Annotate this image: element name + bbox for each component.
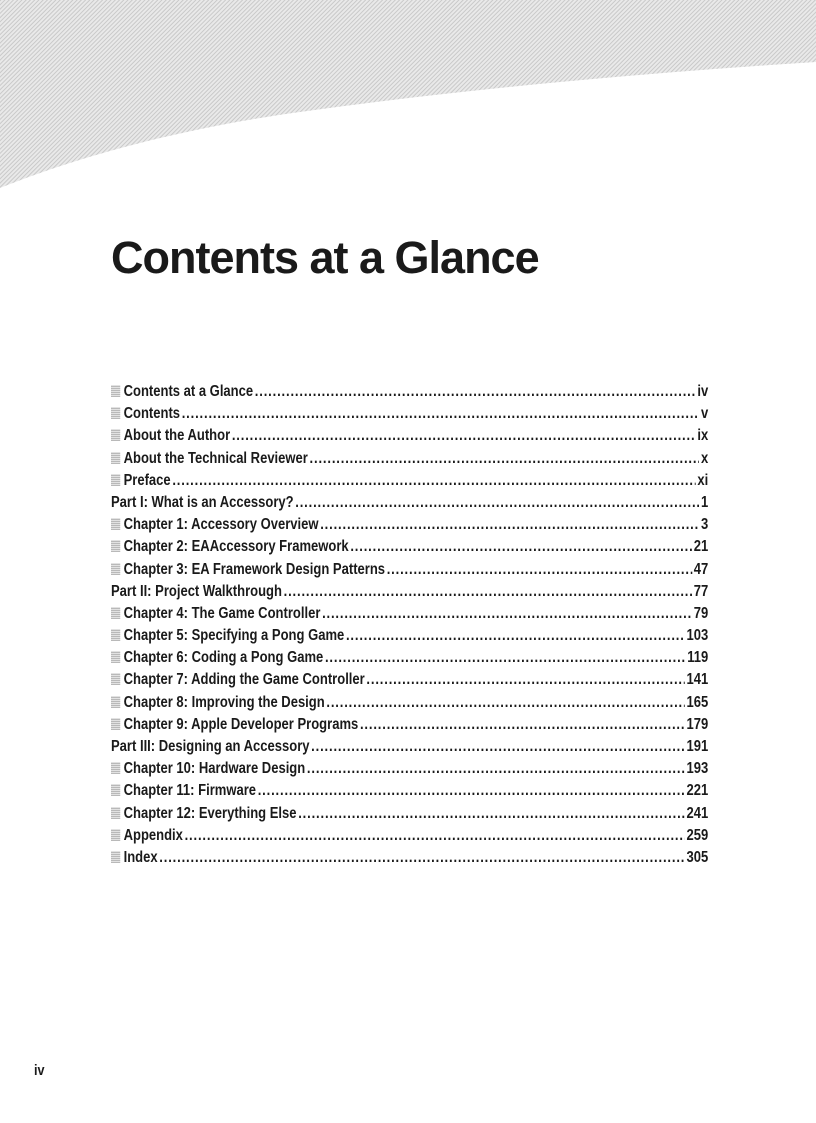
toc-entry-label: Chapter 5: Specifying a Pong Game xyxy=(123,627,345,645)
toc-entry[interactable] xyxy=(111,803,708,825)
dot-leader xyxy=(346,625,685,647)
dot-leader xyxy=(307,758,685,780)
dot-leader xyxy=(360,714,685,736)
chapter-marker-icon xyxy=(111,762,120,774)
dot-leader xyxy=(284,581,692,603)
toc-entry[interactable] xyxy=(111,847,708,869)
toc-entry-page: x xyxy=(700,449,709,467)
dot-leader xyxy=(232,425,696,447)
toc-entry-page: 179 xyxy=(686,715,709,733)
toc-entry[interactable] xyxy=(111,514,708,536)
page-title: Contents at a Glance xyxy=(111,232,539,283)
dot-leader xyxy=(182,403,700,425)
toc-entry-page: 305 xyxy=(686,848,709,866)
toc-entry-page: 77 xyxy=(693,582,709,600)
chapter-marker-icon xyxy=(111,385,120,397)
toc-entry-page: 259 xyxy=(686,826,709,844)
toc-entry[interactable] xyxy=(111,714,708,736)
dot-leader xyxy=(322,603,692,625)
toc-entry-label: Part III: Designing an Accessory xyxy=(111,738,310,755)
header-banner xyxy=(0,0,816,200)
toc-entry[interactable] xyxy=(111,470,708,492)
toc-entry-page: xi xyxy=(697,471,709,489)
chapter-marker-icon xyxy=(111,784,120,796)
toc-entry[interactable] xyxy=(111,603,708,625)
chapter-marker-icon xyxy=(111,851,120,863)
dot-leader xyxy=(255,381,696,403)
toc-entry-label: Chapter 6: Coding a Pong Game xyxy=(123,649,324,667)
chapter-marker-icon xyxy=(111,518,120,530)
dot-leader xyxy=(350,536,692,558)
chapter-marker-icon xyxy=(111,429,120,441)
toc-entry-label: Part II: Project Walkthrough xyxy=(111,582,282,600)
toc-entry[interactable] xyxy=(111,780,708,802)
chapter-marker-icon xyxy=(111,452,120,464)
chapter-marker-icon xyxy=(111,829,120,841)
toc-entry[interactable] xyxy=(111,536,708,558)
chapter-marker-icon xyxy=(111,563,120,575)
toc-entry-page: 141 xyxy=(686,671,709,689)
toc-entry[interactable] xyxy=(111,736,708,758)
toc-entry-page: 165 xyxy=(686,693,709,711)
chapter-marker-icon xyxy=(111,607,120,619)
toc-entry[interactable] xyxy=(111,692,708,714)
toc-entry[interactable] xyxy=(111,647,708,669)
toc-entry-label: Chapter 12: Everything Else xyxy=(123,804,297,822)
toc-entry[interactable] xyxy=(111,758,708,780)
dot-leader xyxy=(366,669,684,691)
toc-entry-label: Appendix xyxy=(123,826,183,844)
toc-entry[interactable] xyxy=(111,381,708,403)
chapter-marker-icon xyxy=(111,407,120,419)
toc-entry-label: About the Technical Reviewer xyxy=(123,449,308,467)
dot-leader xyxy=(325,647,686,669)
toc-entry-page: 241 xyxy=(686,804,709,822)
toc-entry-label: Chapter 9: Apple Developer Programs xyxy=(123,715,359,733)
toc-entry[interactable] xyxy=(111,559,708,581)
chapter-marker-icon xyxy=(111,629,120,641)
toc-list xyxy=(111,381,708,869)
dot-leader xyxy=(298,803,685,825)
chapter-marker-icon xyxy=(111,540,120,552)
toc-entry-label: Chapter 10: Hardware Design xyxy=(123,760,306,778)
toc-entry[interactable] xyxy=(111,669,708,691)
toc-entry[interactable] xyxy=(111,825,708,847)
toc-entry-page: 79 xyxy=(693,604,709,622)
dot-leader xyxy=(159,847,685,869)
dot-leader xyxy=(310,448,700,470)
toc-entry-label: Preface xyxy=(123,471,171,489)
toc-entry-label: Chapter 3: EA Framework Design Patterns xyxy=(123,560,386,578)
dot-leader xyxy=(326,692,684,714)
toc-entry-page: ix xyxy=(697,427,709,445)
dot-leader xyxy=(185,825,685,847)
dot-leader xyxy=(258,780,685,802)
toc-entry-page: 191 xyxy=(686,738,709,755)
dot-leader xyxy=(320,514,699,536)
chapter-marker-icon xyxy=(111,718,120,730)
toc-entry-label: Chapter 8: Improving the Design xyxy=(123,693,325,711)
chapter-marker-icon xyxy=(111,474,120,486)
dot-leader xyxy=(311,736,685,758)
dot-leader xyxy=(172,470,695,492)
toc-entry-page: 47 xyxy=(693,560,709,578)
toc-entry-label: Chapter 7: Adding the Game Controller xyxy=(123,671,365,689)
toc-entry-page: iv xyxy=(697,383,709,400)
toc-entry[interactable] xyxy=(111,403,708,425)
toc-entry-page: 119 xyxy=(687,649,709,667)
toc-entry-label: Contents xyxy=(123,405,181,423)
toc-entry[interactable] xyxy=(111,448,708,470)
chapter-marker-icon xyxy=(111,807,120,819)
page-number: iv xyxy=(34,1062,45,1079)
toc-entry-label: About the Author xyxy=(123,427,231,445)
chapter-marker-icon xyxy=(111,651,120,663)
toc-entry-page: 1 xyxy=(700,493,709,511)
toc-entry-label: Contents at a Glance xyxy=(123,383,254,400)
toc-entry[interactable] xyxy=(111,581,708,603)
toc-entry-page: v xyxy=(700,405,709,423)
toc-entry-label: Chapter 11: Firmware xyxy=(123,782,257,800)
toc-entry-label: Part I: What is an Accessory? xyxy=(111,493,294,511)
toc-entry-label: Index xyxy=(123,848,158,866)
chapter-marker-icon xyxy=(111,673,120,685)
toc-entry-page: 193 xyxy=(686,760,709,778)
toc-entry[interactable] xyxy=(111,492,708,514)
chapter-marker-icon xyxy=(111,696,120,708)
toc-entry-page: 21 xyxy=(693,538,709,556)
toc-entry-label: Chapter 2: EAAccessory Framework xyxy=(123,538,349,556)
toc-entry-label: Chapter 1: Accessory Overview xyxy=(123,516,319,534)
toc-entry-page: 3 xyxy=(700,516,709,534)
toc-entry-page: 221 xyxy=(686,782,709,800)
toc-entry-label: Chapter 4: The Game Controller xyxy=(123,604,321,622)
toc-entry[interactable] xyxy=(111,425,708,447)
dot-leader xyxy=(387,559,692,581)
toc-entry-page: 103 xyxy=(686,627,709,645)
dot-leader xyxy=(295,492,699,514)
toc-entry[interactable] xyxy=(111,625,708,647)
